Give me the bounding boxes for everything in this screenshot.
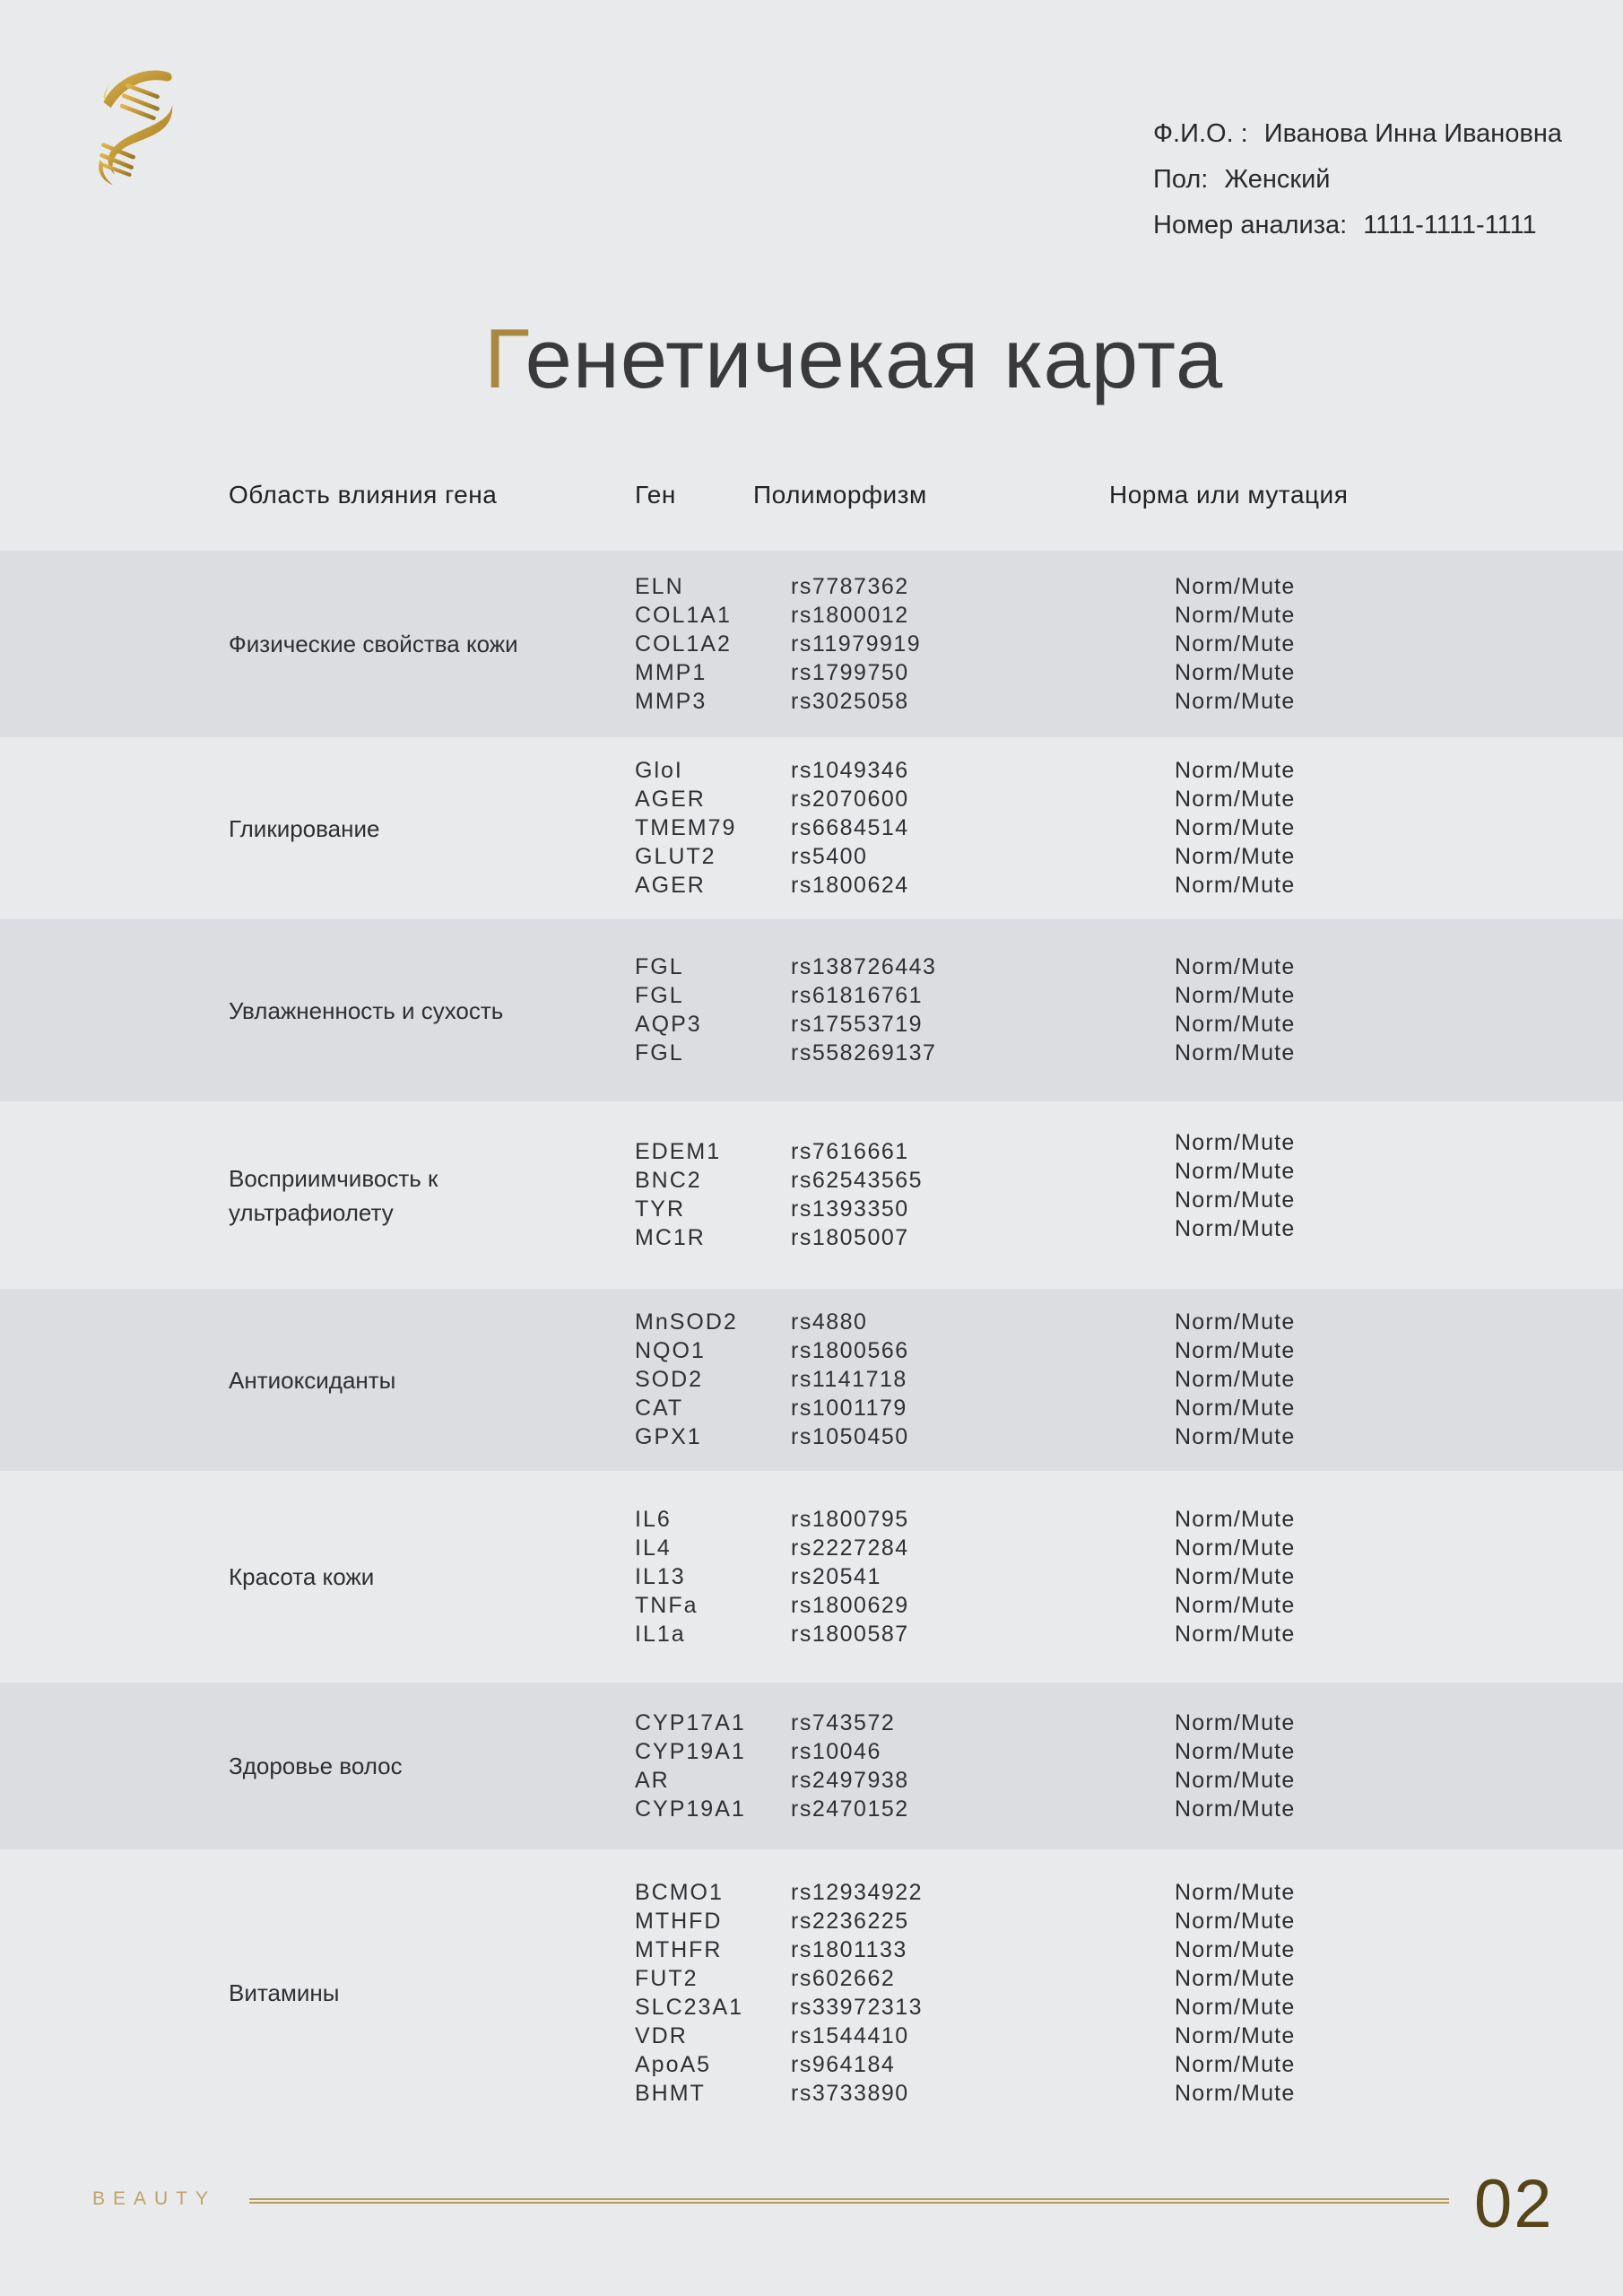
- patient-info: [1153, 111, 1562, 248]
- section-rows: [635, 1309, 1623, 1452]
- polymorphism-id: rs1801133: [791, 1936, 907, 1962]
- gene-name: MnSOD2: [635, 1309, 738, 1335]
- gene-name: BHMT: [635, 2080, 706, 2106]
- section-rows: [635, 1130, 1623, 1253]
- title-first-letter: Г: [484, 311, 525, 405]
- result-value: Norm/Mute: [1175, 1216, 1296, 1241]
- section-category: Восприимчивость к ультрафиолету: [229, 1164, 438, 1226]
- result-value: Norm/Mute: [1175, 983, 1296, 1008]
- result-value: Norm/Mute: [1175, 1621, 1296, 1647]
- polymorphism-id: rs743572: [791, 1709, 896, 1735]
- section-category: Увлажненность и сухость: [229, 996, 504, 1024]
- result-value: Norm/Mute: [1175, 1563, 1296, 1589]
- gene-name: IL13: [635, 1563, 686, 1589]
- polymorphism-id: rs3733890: [791, 2080, 909, 2106]
- gene-name: VDR: [635, 2022, 688, 2048]
- gene-name: GLUT2: [635, 844, 716, 869]
- result-value: Norm/Mute: [1175, 688, 1296, 714]
- result-value: Norm/Mute: [1175, 1367, 1296, 1392]
- gene-name: COL1A2: [635, 631, 732, 657]
- gene-name: MTHFR: [635, 1936, 723, 1962]
- gene-name: AQP3: [635, 1012, 702, 1037]
- gene-name: IL4: [635, 1535, 672, 1561]
- gene-name: BCMO1: [635, 1879, 724, 1905]
- polymorphism-id: rs1805007: [791, 1225, 909, 1250]
- gene-name: IL6: [635, 1506, 672, 1532]
- page-number: 02: [1474, 2166, 1554, 2242]
- gene-name: TMEM79: [635, 815, 737, 840]
- gene-section: [0, 1683, 1623, 1849]
- result-value: Norm/Mute: [1175, 1396, 1296, 1421]
- gene-name: SLC23A1: [635, 1994, 744, 2020]
- polymorphism-id: rs10046: [791, 1738, 881, 1764]
- section-category: Здоровье волос: [229, 1752, 403, 1779]
- gene-name: FGL: [635, 1040, 684, 1065]
- polymorphism-id: rs11979919: [791, 631, 922, 657]
- section-rows: [635, 1878, 1623, 2108]
- column-header-gene-area: Область влияния гена: [229, 481, 498, 509]
- section-rows: [635, 1709, 1623, 1823]
- result-value: Norm/Mute: [1175, 1338, 1296, 1363]
- result-value: Norm/Mute: [1175, 1738, 1296, 1764]
- polymorphism-id: rs61816761: [791, 983, 924, 1008]
- gene-name: CYP17A1: [635, 1709, 746, 1735]
- result-value: Norm/Mute: [1175, 844, 1296, 869]
- result-value: Norm/Mute: [1175, 1424, 1296, 1449]
- result-value: Norm/Mute: [1175, 1879, 1296, 1905]
- footer-divider-line: [249, 2198, 1449, 2204]
- section-rows: [635, 1505, 1623, 1648]
- result-value: Norm/Mute: [1175, 1309, 1296, 1335]
- polymorphism-id: rs1544410: [791, 2022, 909, 2048]
- result-value: Norm/Mute: [1175, 1130, 1296, 1155]
- section-category: Гликирование: [229, 814, 380, 842]
- section-rows: [635, 757, 1623, 900]
- polymorphism-id: rs20541: [791, 1563, 881, 1589]
- gene-name: FUT2: [635, 1965, 699, 1991]
- gene-name: MMP1: [635, 659, 707, 685]
- result-value: Norm/Mute: [1175, 1796, 1296, 1822]
- result-value: Norm/Mute: [1175, 1994, 1296, 2020]
- polymorphism-id: rs2070600: [791, 787, 909, 812]
- gene-name: NQO1: [635, 1338, 706, 1363]
- gender-value: Женский: [1224, 165, 1331, 194]
- gene-name: CYP19A1: [635, 1796, 746, 1822]
- gene-name: ELN: [635, 573, 684, 599]
- page-title: [484, 310, 1223, 407]
- gene-name: MTHFD: [635, 1908, 723, 1934]
- gene-table: [0, 551, 1623, 2136]
- gene-name: AGER: [635, 873, 706, 898]
- gene-name: IL1a: [635, 1621, 686, 1647]
- polymorphism-id: rs6684514: [791, 815, 909, 840]
- fio-label: Ф.И.О. :: [1153, 119, 1248, 148]
- dna-helix-icon: [92, 66, 195, 188]
- result-value: Norm/Mute: [1175, 1908, 1296, 1934]
- polymorphism-id: rs558269137: [791, 1040, 937, 1065]
- gene-name: GloI: [635, 758, 683, 783]
- result-value: Norm/Mute: [1175, 2051, 1296, 2077]
- gene-section: [0, 1471, 1623, 1683]
- polymorphism-id: rs5400: [791, 844, 868, 869]
- polymorphism-id: rs964184: [791, 2051, 896, 2077]
- polymorphism-id: rs1001179: [791, 1396, 907, 1421]
- polymorphism-id: rs1393350: [791, 1196, 909, 1222]
- gene-name: MMP3: [635, 688, 707, 714]
- result-value: Norm/Mute: [1175, 573, 1296, 599]
- result-value: Norm/Mute: [1175, 1159, 1296, 1184]
- polymorphism-id: rs1141718: [791, 1367, 907, 1392]
- polymorphism-id: rs1050450: [791, 1424, 909, 1449]
- column-header-norm-or-mutation: Норма или мутация: [1109, 481, 1349, 509]
- title-rest: енетичекая карта: [525, 311, 1224, 405]
- polymorphism-id: rs1800566: [791, 1338, 909, 1363]
- patient-fio-line: [1153, 111, 1562, 157]
- gene-name: TYR: [635, 1196, 685, 1222]
- section-category: Витамины: [229, 1979, 340, 2006]
- result-value: Norm/Mute: [1175, 2080, 1296, 2106]
- gene-name: CAT: [635, 1396, 684, 1421]
- gene-section: [0, 1101, 1623, 1289]
- result-value: Norm/Mute: [1175, 631, 1296, 657]
- analysis-number-label: Номер анализа:: [1153, 211, 1348, 239]
- polymorphism-id: rs17553719: [791, 1012, 924, 1037]
- polymorphism-id: rs3025058: [791, 688, 909, 714]
- result-value: Norm/Mute: [1175, 2022, 1296, 2048]
- gene-name: CYP19A1: [635, 1738, 746, 1764]
- section-category: Физические свойства кожи: [229, 631, 518, 657]
- result-value: Norm/Mute: [1175, 1012, 1296, 1037]
- result-value: Norm/Mute: [1175, 1535, 1296, 1561]
- fio-value: Иванова Инна Ивановна: [1263, 119, 1563, 148]
- section-rows: [635, 953, 1623, 1068]
- polymorphism-id: rs7787362: [791, 573, 909, 599]
- gene-section: [0, 737, 1623, 919]
- gene-section: [0, 1289, 1623, 1471]
- gene-name: SOD2: [635, 1367, 704, 1392]
- gene-name: COL1A1: [635, 602, 732, 628]
- patient-gender-line: [1153, 157, 1562, 203]
- result-value: Norm/Mute: [1175, 1709, 1296, 1735]
- result-value: Norm/Mute: [1175, 1936, 1296, 1962]
- gene-section: [0, 1849, 1623, 2136]
- gene-name: FGL: [635, 983, 684, 1008]
- result-value: Norm/Mute: [1175, 1767, 1296, 1793]
- result-value: Norm/Mute: [1175, 954, 1296, 979]
- section-category: Красота кожи: [229, 1563, 375, 1590]
- polymorphism-id: rs1800795: [791, 1506, 909, 1532]
- patient-analysis-line: [1153, 203, 1562, 248]
- polymorphism-id: rs1800587: [791, 1621, 909, 1647]
- polymorphism-id: rs12934922: [791, 1879, 924, 1905]
- result-value: Norm/Mute: [1175, 815, 1296, 840]
- gene-name: TNFa: [635, 1592, 699, 1618]
- polymorphism-id: rs7616661: [791, 1139, 909, 1164]
- result-value: Norm/Mute: [1175, 1040, 1296, 1065]
- result-value: Norm/Mute: [1175, 1506, 1296, 1532]
- gene-section: [0, 551, 1623, 737]
- polymorphism-id: rs1800624: [791, 873, 909, 898]
- polymorphism-id: rs2227284: [791, 1535, 909, 1561]
- gene-name: FGL: [635, 954, 684, 979]
- gene-name: AGER: [635, 787, 706, 812]
- result-value: Norm/Mute: [1175, 602, 1296, 628]
- gender-label: Пол:: [1153, 165, 1209, 194]
- polymorphism-id: rs138726443: [791, 954, 937, 979]
- gene-name: ApoA5: [635, 2051, 712, 2077]
- column-header-gene: Ген: [635, 481, 676, 509]
- gene-name: GPX1: [635, 1424, 702, 1449]
- gene-name: EDEM1: [635, 1139, 722, 1164]
- polymorphism-id: rs2236225: [791, 1908, 909, 1934]
- polymorphism-id: rs33972313: [791, 1994, 924, 2020]
- result-value: Norm/Mute: [1175, 1965, 1296, 1991]
- section-category: Антиоксиданты: [229, 1366, 396, 1394]
- gene-name: MC1R: [635, 1225, 706, 1250]
- analysis-number-value: 1111-1111-1111: [1363, 211, 1537, 239]
- column-header-polymorphism: Полиморфизм: [753, 481, 927, 509]
- polymorphism-id: rs602662: [791, 1965, 896, 1991]
- polymorphism-id: rs2497938: [791, 1767, 909, 1793]
- polymorphism-id: rs4880: [791, 1309, 868, 1335]
- polymorphism-id: rs1800012: [791, 602, 909, 628]
- result-value: Norm/Mute: [1175, 758, 1296, 783]
- gene-name: AR: [635, 1767, 670, 1793]
- result-value: Norm/Mute: [1175, 787, 1296, 812]
- brand-label: BEAUTY: [92, 2188, 217, 2209]
- polymorphism-id: rs1049346: [791, 758, 909, 783]
- polymorphism-id: rs1800629: [791, 1592, 909, 1618]
- result-value: Norm/Mute: [1175, 873, 1296, 898]
- result-value: Norm/Mute: [1175, 659, 1296, 685]
- section-rows: [635, 572, 1623, 716]
- gene-name: BNC2: [635, 1168, 702, 1193]
- gene-section: [0, 919, 1623, 1101]
- result-value: Norm/Mute: [1175, 1592, 1296, 1618]
- polymorphism-id: rs2470152: [791, 1796, 909, 1822]
- result-value: Norm/Mute: [1175, 1187, 1296, 1213]
- table-header: [0, 481, 1623, 509]
- polymorphism-id: rs62543565: [791, 1168, 924, 1193]
- polymorphism-id: rs1799750: [791, 659, 909, 685]
